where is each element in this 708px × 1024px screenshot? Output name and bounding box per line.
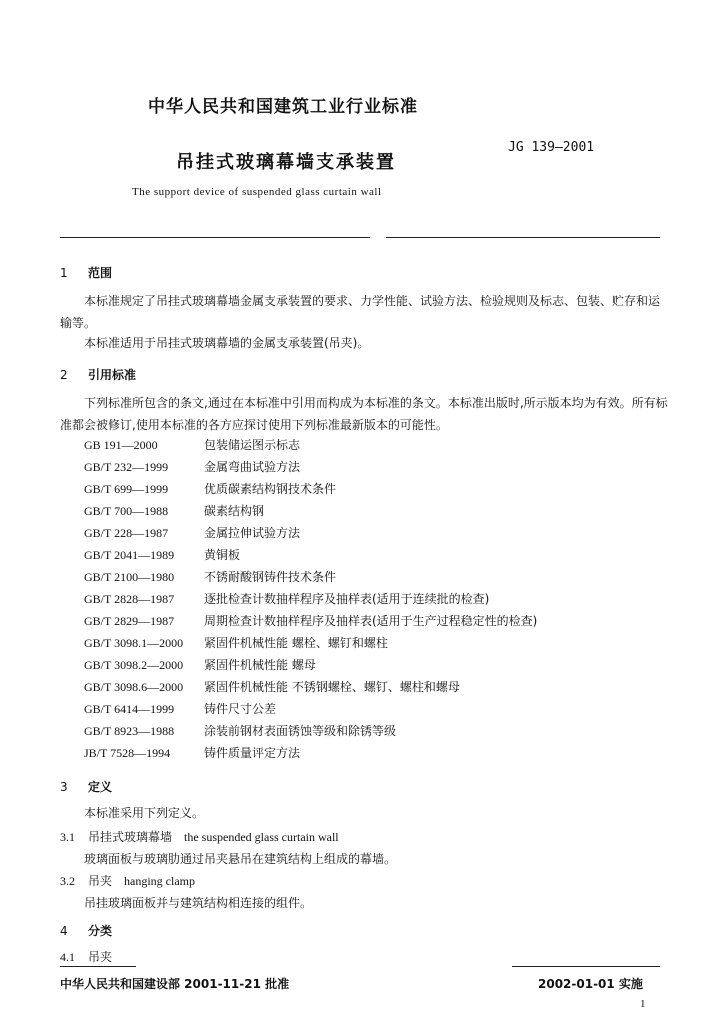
standard-number: JG 139—2001 (508, 140, 595, 155)
reference-item: GB/T 6414—1999 铸件尺寸公差 (84, 702, 277, 716)
page-number: 1 (640, 998, 646, 1010)
reference-item: GB/T 8923—1988 涂装前钢材表面锈蚀等级和除锈等级 (84, 724, 397, 738)
reference-item: GB/T 2829—1987 周期检查计数抽样程序及抽样表(适用于生产过程稳定性的检查) (84, 614, 538, 628)
definition-3-2-text: 吊挂玻璃面板并与建筑结构相连接的组件。 (84, 896, 313, 910)
reference-item: JB/T 7528—1994 铸件质量评定方法 (84, 746, 301, 760)
definition-3-2: 3.2 吊夹 hanging clamp (60, 874, 195, 888)
section-heading-4: 4 分类 (60, 924, 113, 938)
reference-item: GB/T 700—1988 碳素结构钢 (84, 504, 265, 518)
section-2-paragraph-1: 下列标准所包含的条文,通过在本标准中引用而构成为本标准的条文。本标准出版时,所示版本均为有效。所有标准都会被修订,使用本标准的各方应探讨使用下列标准最新版本的可能性。 (60, 396, 668, 432)
section-heading-3: 3 定义 (60, 780, 113, 794)
section-1-paragraph-1: 本标准规定了吊挂式玻璃幕墙金属支承装置的要求、力学性能、试验方法、检验规则及标志、包装、贮存和运输等。 (60, 294, 661, 330)
footer-rule-left (60, 966, 136, 967)
section-1-paragraph-2: 本标准适用于吊挂式玻璃幕墙的金属支承装置(吊夹)。 (84, 336, 370, 350)
header-rule-left (60, 237, 370, 238)
document-title-english: The support device of suspended glass curtain wall (132, 186, 382, 198)
reference-item: GB/T 699—1999 优质碳素结构钢技术条件 (84, 482, 337, 496)
reference-item: GB/T 228—1987 金属拉伸试验方法 (84, 526, 301, 540)
subsection-4-1: 4.1 吊夹 (60, 950, 113, 964)
reference-item: GB/T 232—1999 金属弯曲试验方法 (84, 460, 301, 474)
reference-item: GB 191—2000 包装储运图示标志 (84, 438, 301, 452)
section-heading-2: 2 引用标准 (60, 368, 137, 382)
definition-3-1-text: 玻璃面板与玻璃肋通过吊夹悬吊在建筑结构上组成的幕墙。 (84, 852, 397, 866)
reference-item: GB/T 2828—1987 逐批检查计数抽样程序及抽样表(适用于连续批的检查) (84, 592, 490, 606)
document-title: 吊挂式玻璃幕墙支承装置 (176, 152, 396, 173)
standard-category: 中华人民共和国建筑工业行业标准 (148, 97, 418, 117)
reference-item: GB/T 3098.2—2000 紧固件机械性能 螺母 (84, 658, 316, 672)
reference-item: GB/T 3098.6—2000 紧固件机械性能 不锈钢螺栓、螺钉、螺柱和螺母 (84, 680, 460, 694)
footer-rule-right (512, 966, 660, 967)
reference-item: GB/T 3098.1—2000 紧固件机械性能 螺栓、螺钉和螺柱 (84, 636, 388, 650)
section-heading-1: 1 范围 (60, 266, 113, 280)
section-3-intro: 本标准采用下列定义。 (84, 806, 205, 820)
definition-3-1: 3.1 吊挂式玻璃幕墙 the suspended glass curtain wall (60, 830, 339, 844)
reference-item: GB/T 2041—1989 黄铜板 (84, 548, 241, 562)
approval-line: 中华人民共和国建设部 2001-11-21 批准 (60, 977, 290, 991)
reference-item: GB/T 2100—1980 不锈耐酸钢铸件技术条件 (84, 570, 337, 584)
header-rule-right (386, 237, 660, 238)
implementation-date: 2002-01-01 实施 (538, 977, 643, 991)
